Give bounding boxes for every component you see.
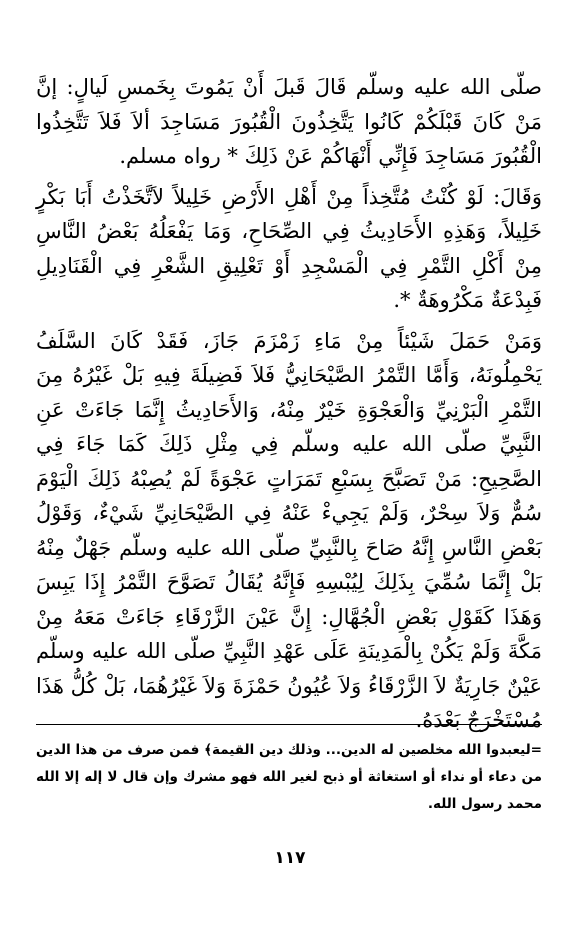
footnote-text: =ليعبدوا الله مخلصين له الدين... وذلك دين القيمة﴾ فمن صرف من هذا الدين من دعاء أو نداء أو استغاثة أو ذبح لغير الله فهو مشرك وإن قال لا إله إلا الله محمد رسول الله. (36, 742, 542, 812)
paragraph-3: وَمَنْ حَمَلَ شَيْئاً مِنْ مَاءِ زَمْزَمَ جَازَ، فَقَدْ كَانَ السَّلَفُ يَحْمِلُونَهُ، وَأَمَّا التَّمْرُ الصَّيْحَانِيُّ فَلاَ فَضِيلَةَ فِيهِ بَلْ غَيْرُهُ مِنَ التَّمْرِ الْبَرْنِيِّ وَالْعَجْوَةِ خَيْرٌ مِنْهُ، وَالأَحَادِيثُ إِنَّمَا جَاءَتْ عَنِ النَّبِيِّ صلّى الله عليه وسلّم فِي مِثْلِ ذَلِكَ كَمَا جَاءَ فِي الصَّحِيحِ: مَنْ تَصَبَّحَ بِسَبْعِ تَمَرَاتٍ عَجْوَةً لَمْ يُصِبْهُ ذَلِكَ الْيَوْمَ سُمٌّ وَلاَ سِحْرٌ، وَلَمْ يَجِيءْ عَنْهُ فِي الصَّيْحَانِيِّ شَيْءٌ، وَقَوْلُ بَعْضِ النَّاسِ إِنَّهُ صَاحَ بِالنَّبِيِّ صلّى الله عليه وسلّم جَهْلٌ مِنْهُ بَلْ إِنَّمَا سُمِّيَ بِذَلِكَ لِيُبْسِهِ فَإِنَّهُ يُقَالُ تَصَوَّحَ التَّمْرُ إِذَا يَبِسَ وَهَذَا كَقَوْلِ بَعْضِ الْجُهَّالِ: إِنَّ عَيْنَ الزَّرْقَاءِ جَاءَتْ مَعَهُ مِنْ مَكَّةَ وَلَمْ يَكُنْ بِالْمَدِينَةِ عَلَى عَهْدِ النَّبِيِّ صلّى الله عليه وسلّم عَيْنٌ جَارِيَةٌ لاَ الزَّرْقَاءُ وَلاَ عُيُونُ حَمْزَةَ وَلاَ غَيْرُهُمَا، بَلْ كُلُّ هَذَا مُسْتَخْرَجٌ بَعْدَهُ. (36, 328, 542, 732)
paragraph-2: وَقَالَ: لَوْ كُنْتُ مُتَّخِذاً مِنْ أَهْلِ الأَرْضِ خَلِيلاً لاَتَّخَذْتُ أَبَا بَكْرٍ خَلِيلاً، وَهَذِهِ الأَحَادِيثُ فِي الصِّحَاحِ، وَمَا يَفْعَلُهُ بَعْضُ النَّاسِ مِنْ أَكْلِ التَّمْرِ فِي الْمَسْجِدِ أَوْ تَعْلِيقِ الشَّعْرِ فِي الْقَنَادِيلِ فَبِدْعَةٌ مَكْرُوهَةٌ *. (36, 184, 542, 312)
paragraph-1: صلّى الله عليه وسلّم قَالَ قَبلَ أَنْ يَمُوتَ بِخَمسِ لَيالٍ: إنَّ مَنْ كَانَ قَبْلَكُمْ كَانُوا يَتَّخِذُونَ الْقُبُورَ مَسَاجِدَ ألاَ فَلاَ تَتَّخِذُوا الْقُبُورَ مَسَاجِدَ فَإِنِّي أَنْهَاكُمْ عَنْ ذَلِكَ * رواه مسلم. (36, 75, 542, 168)
footnote-divider (36, 724, 542, 725)
page-number: ١١٧ (274, 848, 306, 868)
footnote (36, 737, 542, 818)
main-text (36, 70, 542, 738)
